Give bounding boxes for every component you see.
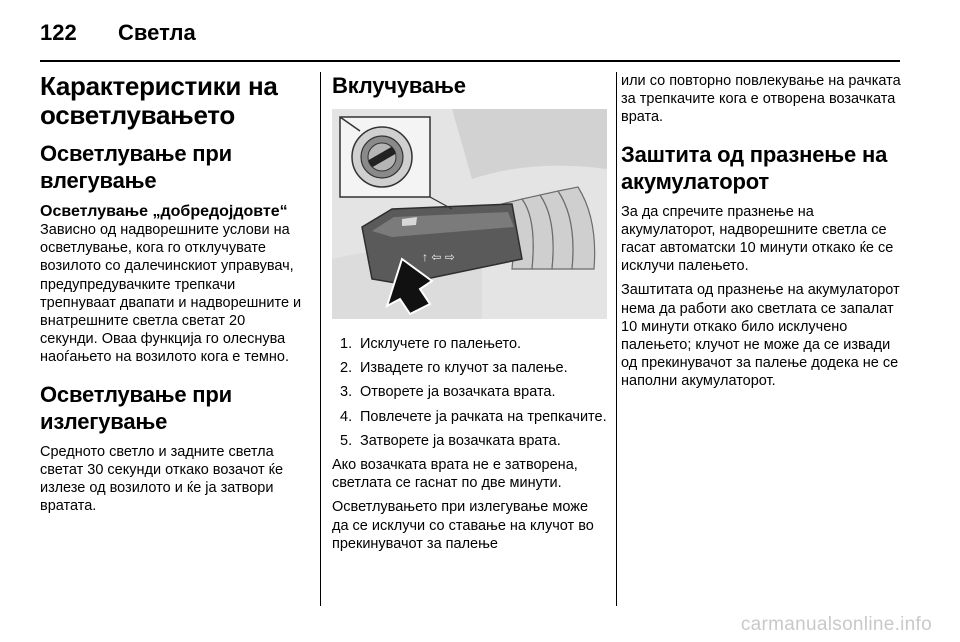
paragraph-exit: Средното светло и задните светла светат 30 секунди откако возачот ќе излезе од возилото и ќе ја затвори вратата. <box>40 443 284 515</box>
lever-drawing <box>332 109 607 319</box>
svg-text:↑ ⇦ ⇨: ↑ ⇦ ⇨ <box>422 250 455 264</box>
column-left <box>40 72 305 521</box>
page-number: 122 <box>40 20 77 45</box>
subsection-heading-exit: Осветлување при излегување <box>40 381 232 434</box>
column-middle <box>332 72 607 559</box>
paragraph-welcome: Зависно од надворешните услови на осветлување, кога го отклучувате возилото со далечинскиот управувач, предупредувачките трепкачи трепнуваат двапати и надворешните и внатрешните светла светат 20 секунди. Оваа функција го олеснува наоѓањето на возилото кога е темно. <box>40 222 302 366</box>
topic-heading-welcome: Осветлување „добредојдовте“ <box>40 203 288 220</box>
watermark-text: carmanualsonline.info <box>740 614 932 635</box>
page-header <box>40 14 900 54</box>
header-rule <box>40 60 900 62</box>
column-divider-2 <box>616 72 617 606</box>
list-item: 2. Извадете го клучот за палење. <box>340 360 568 377</box>
list-item: 1. Исклучете го палењето. <box>340 336 522 352</box>
activation-steps-list <box>332 335 607 450</box>
paragraph-continuation: или со повторно повлекување на рачката за трепкачите кога е отворена возачката врата. <box>621 73 901 126</box>
paragraph-battery-1: За да спречите празнење на акумулаторот, надворешните светла се гасат автоматски 10 минути откако ќе се исклучи палењето. <box>621 203 894 275</box>
list-item: 5. Затворете ја возачката врата. <box>340 432 561 449</box>
section-heading: Карактеристики на осветлувањето <box>40 71 278 130</box>
subsection-heading-battery: Заштита од празнење на акумулаторот <box>621 141 888 194</box>
page-title: Светла <box>118 20 196 45</box>
list-item: 3. Отворете ја возачката врата. <box>340 384 556 401</box>
subsection-heading-activation: Вклучување <box>332 73 466 98</box>
paragraph-battery-2: Заштитата од празнење на акумулаторот нема да работи ако светлата се запалат 10 минути откако било исклучено палењето; клучот не може да се извади од прекинувачот за палење додека не се наполни акумулаторот. <box>621 282 900 390</box>
list-item: 4. Повлечете ја рачката на трепкачите. <box>340 408 607 425</box>
paragraph-door-open: Ако возачката врата не е затворена, светлата се гаснат по две минути. <box>332 457 578 492</box>
column-divider-1 <box>320 72 321 606</box>
paragraph-deactivation: Осветлувањето при излегување може да се исклучи со ставање на клучот во прекинувачот за палење <box>332 499 594 552</box>
turn-signal-lever-illustration <box>332 109 607 319</box>
subsection-heading-entry: Осветлување при влегување <box>40 141 232 193</box>
column-right <box>621 72 903 397</box>
